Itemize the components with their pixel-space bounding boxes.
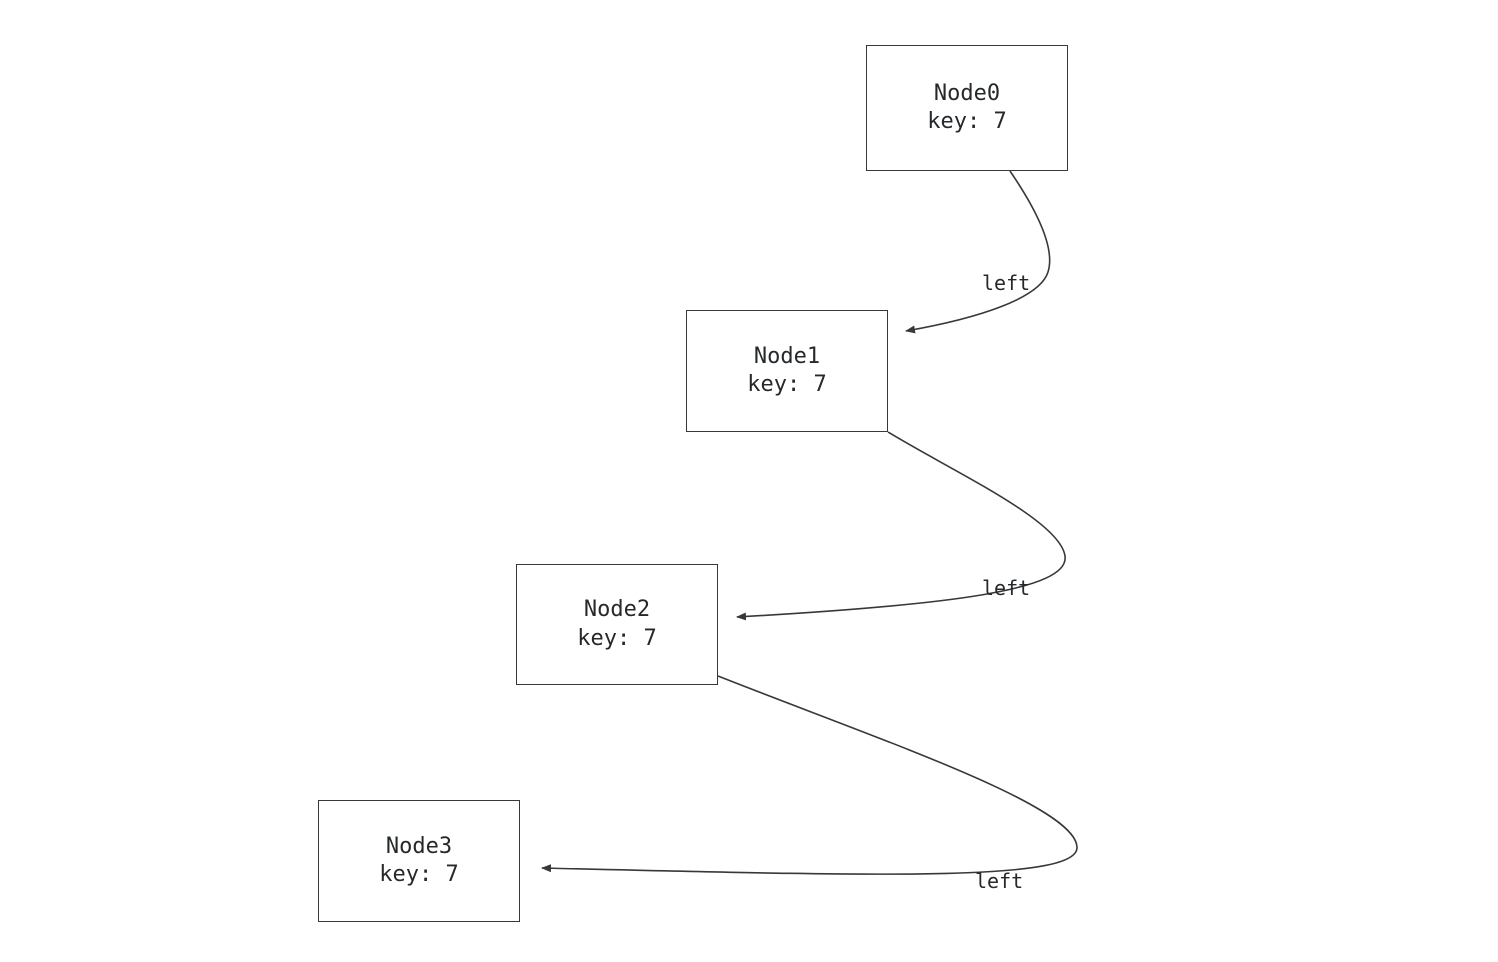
edge-node2-node3 [542, 676, 1077, 874]
edge-label-node1-node2: left [982, 576, 1031, 600]
node-title: Node3 [385, 833, 453, 859]
edge-label-node2-node3: left [975, 869, 1024, 893]
node-node2[interactable] [516, 564, 718, 685]
node-key: key: 7 [927, 109, 1007, 134]
node-node1[interactable] [686, 310, 888, 432]
edge-label-node0-node1: left [982, 271, 1031, 295]
node-title: Node2 [583, 597, 651, 623]
node-key: key: 7 [747, 372, 827, 397]
node-node0[interactable] [866, 45, 1068, 171]
node-title: Node1 [753, 343, 821, 369]
node-node3[interactable] [318, 800, 520, 922]
node-key: key: 7 [577, 625, 657, 651]
node-title: Node0 [933, 80, 1001, 106]
edge-node0-node1 [906, 171, 1050, 331]
node-key: key: 7 [379, 862, 459, 887]
